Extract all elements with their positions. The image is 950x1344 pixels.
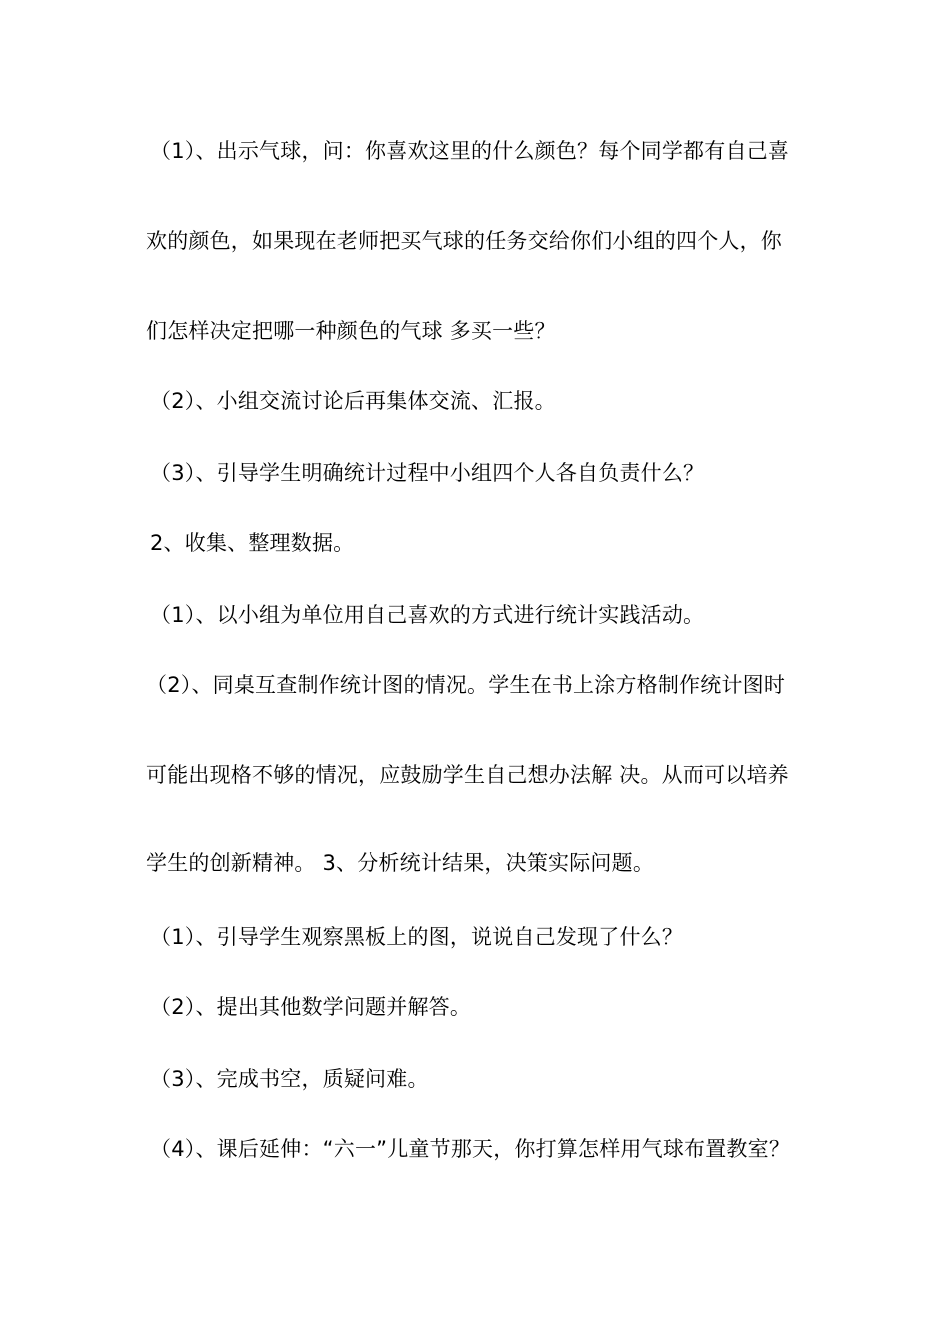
paragraph-line-7: （1）、以小组为单位用自己喜欢的方式进行统计实践活动。 — [150, 603, 705, 627]
paragraph-line-12: （2）、提出其他数学问题并解答。 — [150, 995, 472, 1019]
section-heading-collect: 2、收集、整理数据。 — [150, 531, 355, 555]
paragraph-line-3: 们怎样决定把哪一种颜色的气球 多买一些？ — [146, 319, 556, 343]
paragraph-line-13: （3）、完成书空，质疑问难。 — [150, 1067, 429, 1091]
paragraph-line-1: （1）、出示气球，问：你喜欢这里的什么颜色？每个同学都有自己喜 — [150, 139, 790, 163]
paragraph-line-14: （4）、课后延伸：“六一”儿童节那天，你打算怎样用气球布置教室？ — [150, 1137, 791, 1161]
paragraph-line-10: 学生的创新精神。 3、分析统计结果，决策实际问题。 — [146, 851, 655, 875]
paragraph-line-11: （1）、引导学生观察黑板上的图，说说自己发现了什么？ — [150, 925, 684, 949]
paragraph-line-4: （2）、小组交流讨论后再集体交流、汇报。 — [150, 389, 556, 413]
paragraph-line-9: 可能出现格不够的情况，应鼓励学生自己想办法解 决。从而可以培养 — [146, 763, 789, 787]
paragraph-line-2: 欢的颜色，如果现在老师把买气球的任务交给你们小组的四个人，你 — [146, 229, 782, 253]
paragraph-line-5: （3）、引导学生明确统计过程中小组四个人各自负责什么？ — [150, 461, 705, 485]
paragraph-line-8: （2）、同桌互查制作统计图的情况。学生在书上涂方格制作统计图时 — [146, 673, 786, 697]
